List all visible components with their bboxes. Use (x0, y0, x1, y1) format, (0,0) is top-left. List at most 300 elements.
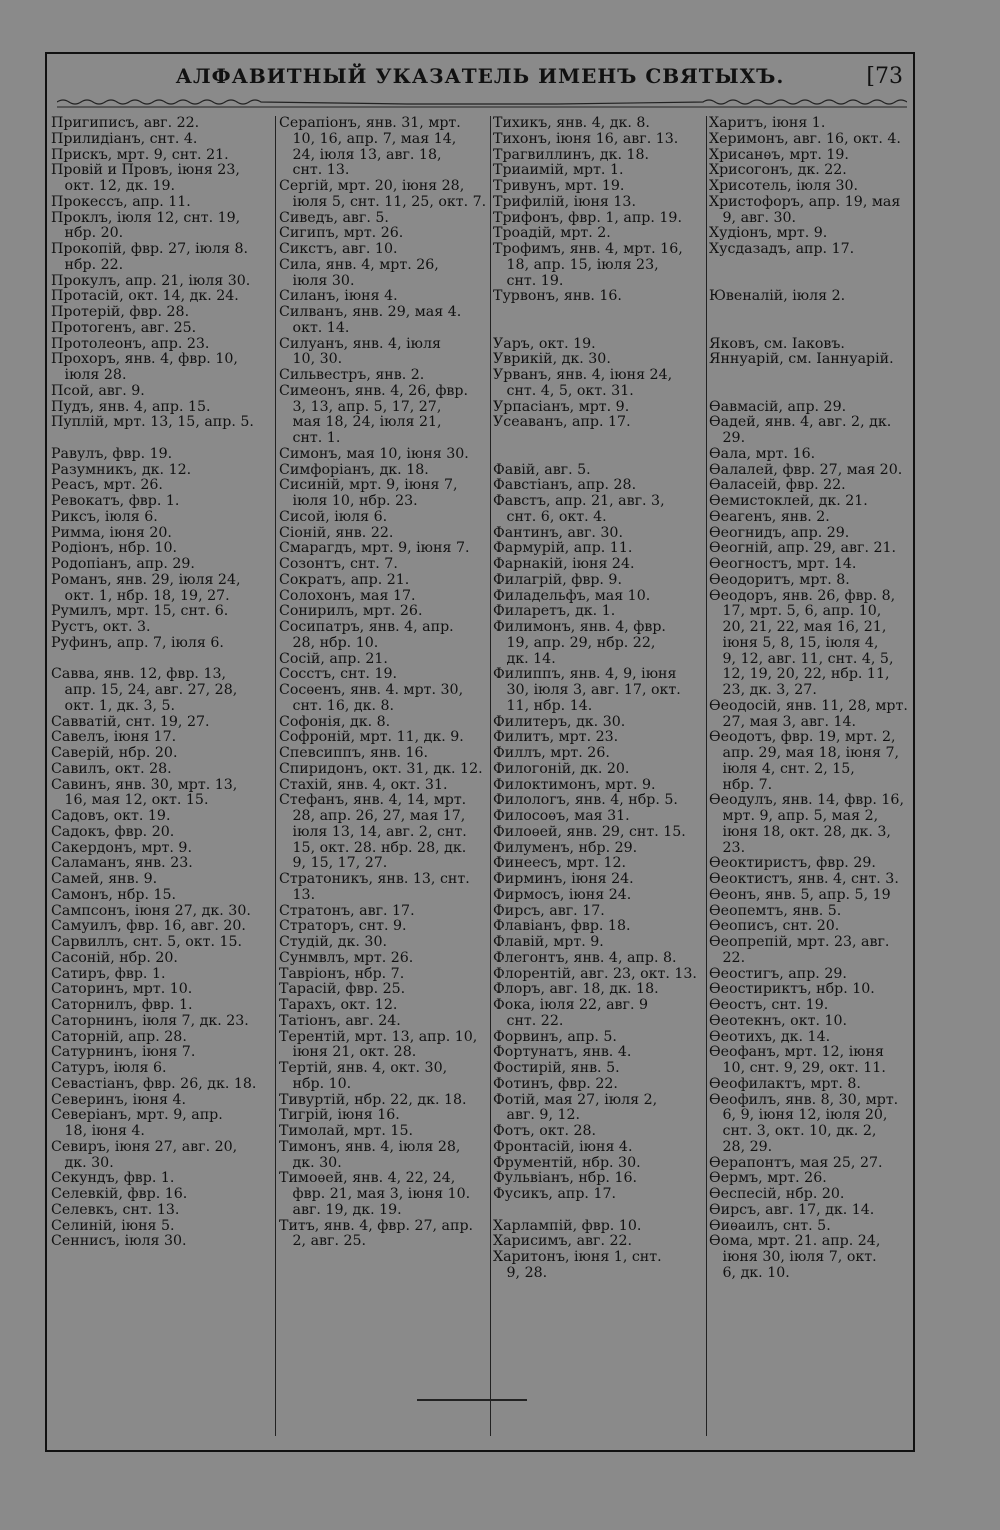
index-entry: мрт. 9, апр. 5, мая 2, (709, 809, 879, 824)
index-entry: Солохонъ, мая 17. (279, 588, 416, 604)
index-entry: іюня 30, іюля 7, окт. (709, 1250, 877, 1265)
index-entry: іюля 10, нбр. 23. (279, 494, 418, 509)
index-entry: Проклъ, іюля 12, снт. 19, (51, 210, 241, 226)
index-entry: Филлъ, мрт. 26. (493, 746, 610, 761)
index-entry: Яковъ, см. Іаковъ. (709, 336, 845, 352)
index-entry: 11, нбр. 14. (493, 698, 593, 714)
index-entry: Самонъ, нбр. 15. (51, 887, 177, 903)
index-entry: Севиръ, іюня 27, авг. 20, (51, 1139, 238, 1155)
index-entry: Пудъ, янв. 4, апр. 15. (51, 399, 211, 415)
index-entry: Ювеналій, іюля 2. (709, 289, 846, 305)
index-entry: Самей, янв. 9. (51, 872, 158, 887)
index-entry: Флавій, мрт. 9. (493, 935, 604, 950)
index-entry: Тарасій, фвр. 25. (279, 982, 406, 998)
index-entry: Савва, янв. 12, фвр. 13, (51, 667, 227, 683)
index-entry: Ѳерапонтъ, мая 25, 27. (709, 1155, 883, 1171)
index-entry: дк. 30. (51, 1155, 114, 1171)
index-entry: Тавріонъ, нбр. 7. (279, 966, 405, 982)
index-entry: Спевсиппъ, янв. 16. (279, 746, 429, 761)
index-entry: 29. (709, 431, 746, 446)
index-entry: іюля 28. (51, 368, 127, 383)
index-entry: Харитонъ, іюня 1, снт. (493, 1250, 662, 1265)
index-entry: 20, 21, 22, мая 16, 21, (709, 620, 887, 635)
index-entry: Финеесъ, мрт. 12. (493, 856, 627, 872)
index-entry: Сіоній, янв. 22. (279, 525, 394, 541)
index-entry: Уврикій, дк. 30. (493, 352, 611, 368)
index-entry: Ѳеотекнъ, окт. 10. (709, 1013, 848, 1029)
index-entry: Ѳеспесій, нбр. 20. (709, 1187, 845, 1202)
index-entry: Троадій, мрт. 2. (493, 226, 611, 242)
index-entry (493, 305, 705, 321)
index-entry: Ѳеостириктъ, нбр. 10. (709, 982, 875, 998)
index-entry: Филитеръ, дк. 30. (493, 714, 626, 730)
index-entry (493, 447, 705, 463)
index-entry: Стахій, янв. 4, окт. 31. (279, 777, 448, 793)
index-entry: Фирсъ, авг. 17. (493, 903, 605, 919)
index-entry: Ѳалалей, фвр. 27, мая 20. (709, 462, 903, 478)
index-entry: Сисиній, мрт. 9, іюня 7, (279, 478, 458, 494)
index-entry: Яннуарій, см. Іаннуарій. (709, 352, 894, 368)
index-entry: Тарахъ, окт. 12. (279, 998, 398, 1013)
page-title: АЛФАВИТНЫЙ УКАЗАТЕЛЬ ИМЕНЪ СВЯТЫХЪ. (175, 64, 785, 88)
index-entry (709, 384, 915, 400)
index-entry: Спиридонъ, окт. 31, дк. 12. (279, 761, 483, 777)
index-entry: 18, іюня 4. (51, 1124, 145, 1139)
index-entry: 9, авг. 30. (709, 210, 797, 226)
index-entry: Саверій, нбр. 20. (51, 746, 178, 761)
index-entry: нбр. 7. (709, 777, 773, 793)
index-entry: Филадельфъ, мая 10. (493, 588, 651, 604)
index-entry: Фантинъ, авг. 30. (493, 525, 623, 541)
index-entry: Фавстъ, апр. 21, авг. 3, (493, 494, 665, 509)
index-entry: Сильвестръ, янв. 2. (279, 368, 425, 383)
index-entry: Тимоѳей, янв. 4, 22, 24, (279, 1171, 456, 1187)
index-entry: Тимонъ, янв. 4, іюля 28, (279, 1139, 461, 1155)
column-1 (51, 116, 269, 1250)
index-entry: Софонія, дк. 8. (279, 714, 391, 730)
index-entry: 24, іюля 13, авг. 18, (279, 147, 442, 163)
index-entry: Сократъ, апр. 21. (279, 572, 410, 588)
index-entry: Смарагдъ, мрт. 9, іюня 7. (279, 541, 470, 557)
index-entry: Прокессъ, апр. 11. (51, 194, 191, 210)
index-entry: Студій, дк. 30. (279, 935, 387, 950)
index-entry (493, 321, 705, 337)
index-entry: Сигипъ, мрт. 26. (279, 226, 404, 242)
index-entry: Флорентій, авг. 23, окт. 13. (493, 966, 697, 982)
index-entry: Сатиръ, фвр. 1. (51, 966, 166, 982)
index-entry: Филологъ, янв. 4, нбр. 5. (493, 793, 678, 809)
index-entry: Прокопій, фвр. 27, іюля 8. (51, 242, 249, 257)
index-entry: Херимонъ, авг. 16, окт. 4. (709, 131, 901, 147)
index-entry: Ѳаласеій, фвр. 22. (709, 478, 846, 494)
index-entry: нбр. 10. (279, 1076, 352, 1092)
index-entry: Сисой, іюля 6. (279, 509, 388, 525)
index-entry: Фронтасій, іюня 4. (493, 1139, 633, 1155)
index-entry: Ѳермъ, мрт. 26. (709, 1171, 827, 1187)
index-entry: Румилъ, мрт. 15, снт. 6. (51, 604, 229, 620)
index-entry: Тигрій, іюня 16. (279, 1108, 400, 1124)
index-entry: Ѳеогнидъ, апр. 29. (709, 525, 850, 541)
index-entry: Тертій, янв. 4, окт. 30, (279, 1061, 448, 1076)
index-entry: Пуплій, мрт. 13, 15, апр. 5. (51, 415, 254, 431)
index-entry: Садокъ, фвр. 20. (51, 824, 175, 840)
index-entry: Симонъ, мая 10, іюня 30. (279, 446, 469, 462)
index-entry: апр. 29, мая 18, іюня 7, (709, 746, 899, 761)
index-entry: Флавіанъ, фвр. 18. (493, 919, 631, 935)
column-divider (490, 116, 491, 1436)
index-entry: Сосстъ, снт. 19. (279, 667, 398, 683)
index-entry: 28, 29. (709, 1139, 773, 1155)
index-entry: Псой, авг. 9. (51, 383, 145, 399)
index-entry: Сампсонъ, іюня 27, дк. 30. (51, 903, 251, 919)
index-entry: Сила, янв. 4, мрт. 26, (279, 257, 439, 273)
index-entry: Селиній, іюня 5. (51, 1218, 175, 1234)
index-entry: Риксъ, іюля 6. (51, 509, 158, 525)
index-entry: Савилъ, окт. 28. (51, 761, 172, 777)
index-entry: Ѳеофанъ, мрт. 12, іюня (709, 1045, 884, 1061)
index-entry: Ѳеопрепій, мрт. 23, авг. (709, 935, 890, 950)
index-entry: Провій и Провъ, іюня 23, (51, 163, 240, 179)
index-entry: Ѳадей, янв. 4, авг. 2, дк. (709, 415, 892, 431)
index-entry: Уаръ, окт. 19. (493, 336, 596, 352)
index-entry: Саторнилъ, фвр. 1. (51, 998, 193, 1013)
index-entry: окт. 12, дк. 19. (51, 179, 176, 194)
index-entry: Сеннисъ, іюля 30. (51, 1234, 187, 1250)
index-entry: Ѳеодоритъ, мрт. 8. (709, 572, 850, 588)
index-entry: 3, 13, апр. 5, 17, 27, (279, 399, 442, 415)
index-entry: Силанъ, іюня 4. (279, 289, 398, 305)
index-entry: Ѳеотихъ, дк. 14. (709, 1029, 831, 1045)
index-entry: Фармурій, апр. 11. (493, 541, 633, 557)
index-entry: 18, апр. 15, іюля 23, (493, 257, 659, 273)
index-entry: Разумникъ, дк. 12. (51, 462, 192, 478)
index-entry: іюня 21, окт. 28. (279, 1045, 417, 1061)
index-entry: Романъ, янв. 29, іюля 24, (51, 572, 241, 588)
index-entry: Сиведъ, авг. 5. (279, 210, 389, 226)
page-header (47, 64, 913, 94)
column-divider (706, 116, 707, 1436)
index-entry: Ревокатъ, фвр. 1. (51, 494, 180, 509)
index-entry: Сонирилъ, мрт. 26. (279, 604, 423, 620)
index-entry: Филосоѳъ, мая 31. (493, 809, 630, 824)
index-entry: 23. (709, 840, 746, 856)
index-entry: Селевкъ, снт. 13. (51, 1202, 180, 1218)
index-entry: Ѳеофилактъ, мрт. 8. (709, 1076, 861, 1092)
index-entry: Симеонъ, янв. 4, 26, фвр. (279, 383, 469, 399)
index-entry: Фотъ, окт. 28. (493, 1124, 597, 1139)
index-entry: 9, 12, авг. 11, снт. 4, 5, (709, 651, 894, 667)
index-entry: Секундъ, фвр. 1. (51, 1171, 175, 1187)
index-entry: Филиппъ, янв. 4, 9, іюня (493, 667, 677, 683)
index-entry: снт. 3, окт. 10, дк. 2, (709, 1124, 877, 1139)
index-entry: Фавій, авг. 5. (493, 462, 591, 478)
index-entry: Ѳеоктиристъ, фвр. 29. (709, 856, 876, 872)
index-entry: Филитъ, мрт. 23. (493, 730, 619, 746)
index-entry: 12, 19, 20, 22, нбр. 11, (709, 667, 890, 683)
index-entry: авг. 19, дк. 19. (279, 1202, 402, 1218)
index-entry (493, 431, 705, 447)
index-entry: іюля 5, снт. 11, 25, окт. 7. (279, 194, 487, 210)
index-entry: Тривунъ, мрт. 19. (493, 179, 625, 194)
index-entry: Ѳиѳаилъ, снт. 5. (709, 1218, 831, 1234)
index-entry: Сакердонъ, мрт. 9. (51, 840, 192, 856)
index-entry: Северіанъ, мрт. 9, апр. (51, 1108, 223, 1124)
index-entry: Страторъ, снт. 9. (279, 919, 407, 935)
index-entry: Хрисогонъ, дк. 22. (709, 163, 847, 179)
index-entry: Равулъ, фвр. 19. (51, 446, 173, 462)
column-divider (275, 116, 276, 1436)
index-entry: Фирмосъ, іюня 24. (493, 887, 632, 903)
index-entry: мая 18, 24, іюля 21, (279, 415, 442, 431)
index-entry: Ѳеогностъ, мрт. 14. (709, 557, 857, 572)
index-entry: Филоктимонъ, мрт. 9. (493, 777, 656, 793)
index-entry: Протасій, окт. 14, дк. 24. (51, 289, 239, 305)
index-entry: Севастіанъ, фвр. 26, дк. 18. (51, 1076, 257, 1092)
index-entry: Ѳеоктистъ, янв. 4, снт. 3. (709, 872, 899, 887)
index-entry: Форвинъ, апр. 5. (493, 1029, 617, 1045)
index-entry: Триаимій, мрт. 1. (493, 163, 624, 179)
index-entry: снт. 19. (493, 273, 564, 289)
column-4 (709, 116, 915, 1282)
index-entry: Сосипатръ, янв. 4, апр. (279, 620, 454, 635)
index-entry: Флоръ, авг. 18, дк. 18. (493, 982, 659, 998)
index-entry: Тивуртій, нбр. 22, дк. 18. (279, 1092, 467, 1108)
index-entry: Ѳеагенъ, янв. 2. (709, 509, 830, 525)
decorative-rule (57, 98, 907, 110)
index-entry: іюля 13, 14, авг. 2, снт. (279, 824, 467, 840)
index-entry: іюля 4, снт. 2, 15, (709, 761, 855, 777)
index-entry: Христофоръ, апр. 19, мая (709, 194, 901, 210)
index-entry: Сергій, мрт. 20, іюня 28, (279, 179, 465, 194)
index-entry: 10, 30. (279, 352, 343, 368)
index-entry: 10, снт. 9, 29, окт. 11. (709, 1061, 886, 1076)
index-entry: Терентій, мрт. 13, апр. 10, (279, 1029, 478, 1045)
index-entry: Худіонъ, мрт. 9. (709, 226, 828, 242)
index-entry: Филагрій, фвр. 9. (493, 572, 622, 588)
index-entry: 6, дк. 10. (709, 1265, 790, 1281)
index-entry: Серапіонъ, янв. 31, мрт. (279, 116, 461, 131)
index-entry (51, 431, 269, 447)
index-entry: фвр. 21, мая 3, іюня 10. (279, 1187, 471, 1202)
index-entry: 15, окт. 28. нбр. 28, дк. (279, 840, 467, 856)
index-entry: снт. 1. (279, 431, 341, 446)
index-entry: Протогенъ, авг. 25. (51, 320, 197, 336)
index-entry: Фарнакій, іюня 24. (493, 557, 635, 572)
index-entry: Ѳала, мрт. 16. (709, 446, 816, 462)
index-entry: Прилидіанъ, снт. 4. (51, 131, 198, 147)
index-entry: Харлампій, фвр. 10. (493, 1218, 642, 1234)
index-entry: Фока, іюля 22, авг. 9 (493, 998, 649, 1013)
index-entry: апр. 15, 24, авг. 27, 28, (51, 683, 238, 698)
column-2 (279, 116, 491, 1250)
index-entry: окт. 1, дк. 3, 5. (51, 698, 176, 714)
index-entry: Ѳеофилъ, янв. 8, 30, мрт. (709, 1092, 899, 1108)
index-entry: Фотинъ, фвр. 22. (493, 1076, 618, 1092)
index-entry: Тихонъ, іюня 16, авг. 13. (493, 131, 679, 147)
index-entry: Ѳирсъ, авг. 17, дк. 14. (709, 1202, 875, 1218)
page-number: [73 (866, 64, 903, 89)
index-entry: снт. 16, дк. 8. (279, 698, 395, 714)
index-entry: 6, 9, іюня 12, іюля 20, (709, 1108, 888, 1124)
index-entry: Филоѳей, янв. 29, снт. 15. (493, 824, 686, 840)
index-entry: Харитъ, іюня 1. (709, 116, 826, 131)
index-entry (709, 258, 915, 274)
index-entry: Хрисотель, іюля 30. (709, 179, 859, 194)
index-entry (709, 274, 915, 290)
index-entry: Силванъ, янв. 29, мая 4. (279, 305, 462, 320)
index-entry: дк. 14. (493, 651, 556, 667)
index-entry: Садовъ, окт. 19. (51, 809, 171, 824)
index-entry: Ѳемистоклей, дк. 21. (709, 494, 868, 509)
index-entry: нбр. 22. (51, 257, 124, 273)
index-entry: Стратоникъ, янв. 13, снт. (279, 872, 470, 887)
index-entry: Тихикъ, янв. 4, дк. 8. (493, 116, 650, 131)
index-entry: Фульвіанъ, нбр. 16. (493, 1171, 638, 1187)
index-entry: Хрисанѳъ, мрт. 19. (709, 147, 849, 163)
index-entry: 17, мрт. 5, 6, апр. 10, (709, 604, 882, 620)
index-entry: Силуанъ, янв. 4, іюля (279, 336, 441, 352)
index-entry: Ѳеостъ, снт. 19. (709, 998, 829, 1013)
index-entry: Сикстъ, авг. 10. (279, 242, 398, 257)
index-entry: Титъ, янв. 4, фвр. 27, апр. (279, 1218, 474, 1234)
index-entry: Фортунатъ, янв. 4. (493, 1045, 632, 1061)
index-entry: 19, апр. 29, нбр. 22, (493, 635, 656, 651)
index-entry: Усеаванъ, апр. 17. (493, 415, 631, 431)
index-entry: Харисимъ, авг. 22. (493, 1234, 633, 1250)
index-entry: Ѳеонъ, янв. 5, апр. 5, 19 (709, 887, 891, 903)
index-entry: авг. 9, 12. (493, 1108, 581, 1124)
index-entry: Софроній, мрт. 11, дк. 9. (279, 730, 464, 746)
index-entry: Сатурнинъ, іюня 7. (51, 1045, 196, 1061)
index-entry: Савватій, снт. 19, 27. (51, 714, 210, 730)
index-entry: Саламанъ, янв. 23. (51, 856, 193, 872)
index-entry (51, 652, 269, 668)
index-entry: іюля 30. (279, 273, 355, 289)
index-entry: Стратонъ, авг. 17. (279, 903, 415, 919)
index-entry (709, 305, 915, 321)
index-entry: Трифилій, іюня 13. (493, 194, 636, 210)
index-entry: снт. 13. (279, 163, 350, 179)
index-entry: Ѳеодотъ, фвр. 19, мрт. 2, (709, 730, 896, 746)
index-entry: Прискъ, мрт. 9, снт. 21. (51, 147, 229, 163)
index-entry: Протерій, фвр. 28. (51, 305, 190, 320)
index-entry: Ѳавмасій, апр. 29. (709, 399, 847, 415)
index-entry: Сосѳенъ, янв. 4. мрт. 30, (279, 683, 464, 698)
index-entry: Турвонъ, янв. 16. (493, 289, 622, 305)
index-entry: Северинъ, іюня 4. (51, 1092, 187, 1108)
index-entry: Реасъ, мрт. 26. (51, 478, 163, 494)
index-entry: Савелъ, іюня 17. (51, 730, 177, 746)
index-entry: 2, авг. 25. (279, 1234, 367, 1250)
index-entry: Сатуръ, іюля 6. (51, 1061, 167, 1076)
book-page (45, 52, 915, 1452)
index-entry: Пригиписъ, авг. 22. (51, 116, 200, 131)
index-entry: Созонтъ, снт. 7. (279, 557, 398, 572)
index-entry: Рустъ, окт. 3. (51, 620, 151, 635)
index-entry: Прохоръ, янв. 4, фвр. 10, (51, 352, 238, 368)
index-entry: нбр. 20. (51, 226, 124, 242)
index-entry: Фрументій, нбр. 30. (493, 1155, 641, 1171)
index-entry: Стефанъ, янв. 4, 14, мрт. (279, 793, 467, 809)
index-entry: 9, 15, 17, 27. (279, 856, 388, 872)
index-entry: Симфоріанъ, дк. 18. (279, 462, 429, 478)
index-entry: Урванъ, янв. 4, іюня 24, (493, 368, 673, 383)
index-entry (709, 321, 915, 337)
index-entry: Руфинъ, апр. 7, іюля 6. (51, 635, 224, 651)
index-entry: Хусдазадъ, апр. 17. (709, 242, 855, 257)
index-entry: Ѳеодосій, янв. 11, 28, мрт. (709, 698, 908, 714)
index-entry: снт. 4, 5, окт. 31. (493, 383, 634, 399)
index-entry: Филаретъ, дк. 1. (493, 604, 616, 620)
index-entry: снт. 22. (493, 1013, 564, 1029)
index-entry: Родопіанъ, апр. 29. (51, 557, 195, 572)
index-entry: Фостирій, янв. 5. (493, 1061, 620, 1076)
index-entry: Ѳеописъ, снт. 20. (709, 919, 840, 935)
index-entry: Трагвиллинъ, дк. 18. (493, 147, 650, 163)
index-entry (709, 368, 915, 384)
index-entry: дк. 30. (279, 1155, 342, 1171)
index-entry: Ѳеопемтъ, янв. 5. (709, 903, 842, 919)
end-rule (417, 1399, 527, 1401)
index-entry (493, 1203, 705, 1219)
index-entry: окт. 1, нбр. 18, 19, 27. (51, 588, 230, 604)
index-entry: Сарвиллъ, снт. 5, окт. 15. (51, 935, 243, 950)
index-entry: Урпасіанъ, мрт. 9. (493, 399, 630, 415)
index-entry: Ѳеостигъ, апр. 29. (709, 966, 847, 982)
index-entry: 16, мая 12, окт. 15. (51, 793, 209, 809)
column-3 (493, 116, 705, 1282)
index-entry: Ѳома, мрт. 21. апр. 24, (709, 1234, 881, 1250)
index-entry: Самуилъ, фвр. 16, авг. 20. (51, 919, 246, 935)
index-entry: Сунмвлъ, мрт. 26. (279, 950, 414, 966)
index-entry: окт. 14. (279, 320, 350, 336)
index-entry: Селевкій, фвр. 16. (51, 1187, 188, 1202)
index-entry: Ѳеодоръ, янв. 26, фвр. 8, (709, 588, 896, 604)
index-entry: 27, мая 3, авг. 14. (709, 714, 857, 730)
index-entry: Ѳеогній, апр. 29, авг. 21. (709, 541, 897, 557)
index-entry: Ѳеодулъ, янв. 14, фвр. 16, (709, 793, 904, 809)
index-entry: Филуменъ, нбр. 29. (493, 840, 638, 856)
index-entry: Флегонтъ, янв. 4, апр. 8. (493, 950, 677, 966)
index-entry: Протолеонъ, апр. 23. (51, 336, 210, 352)
index-entry: Саторній, апр. 28. (51, 1029, 187, 1045)
index-entry: 13. (279, 887, 316, 903)
index-entry: Татіонъ, авг. 24. (279, 1013, 401, 1029)
index-entry: 22. (709, 950, 746, 966)
index-entry: Трофимъ, янв. 4, мрт. 16, (493, 242, 683, 257)
index-entry: Фирминъ, іюня 24. (493, 872, 634, 887)
index-entry: 23, дк. 3, 27. (709, 683, 817, 698)
index-entry: 30, іюля 3, авг. 17, окт. (493, 683, 681, 698)
index-entry: снт. 6, окт. 4. (493, 509, 607, 525)
index-entry: Саторинъ, мрт. 10. (51, 982, 193, 998)
index-entry: Прокулъ, апр. 21, іюля 30. (51, 273, 251, 289)
index-entry: Сосій, апр. 21. (279, 651, 388, 667)
index-entry: Трифонъ, фвр. 1, апр. 19. (493, 210, 682, 226)
index-entry: іюня 5, 8, 15, іюля 4, (709, 635, 879, 651)
index-entry: Фусикъ, апр. 17. (493, 1187, 617, 1202)
index-entry: 28, нбр. 10. (279, 635, 379, 651)
index-entry: 10, 16, апр. 7, мая 14, (279, 131, 457, 147)
index-entry: Филимонъ, янв. 4, фвр. (493, 620, 666, 635)
index-entry: Филогоній, дк. 20. (493, 761, 630, 777)
index-entry: Савинъ, янв. 30, мрт. 13, (51, 777, 238, 793)
index-entry: 28, апр. 26, 27, мая 17, (279, 809, 466, 824)
index-entry: 9, 28. (493, 1265, 548, 1281)
index-entry: Фавстіанъ, апр. 28. (493, 478, 637, 494)
index-entry: Сасоній, нбр. 20. (51, 950, 178, 966)
index-entry: Римма, іюня 20. (51, 525, 172, 541)
